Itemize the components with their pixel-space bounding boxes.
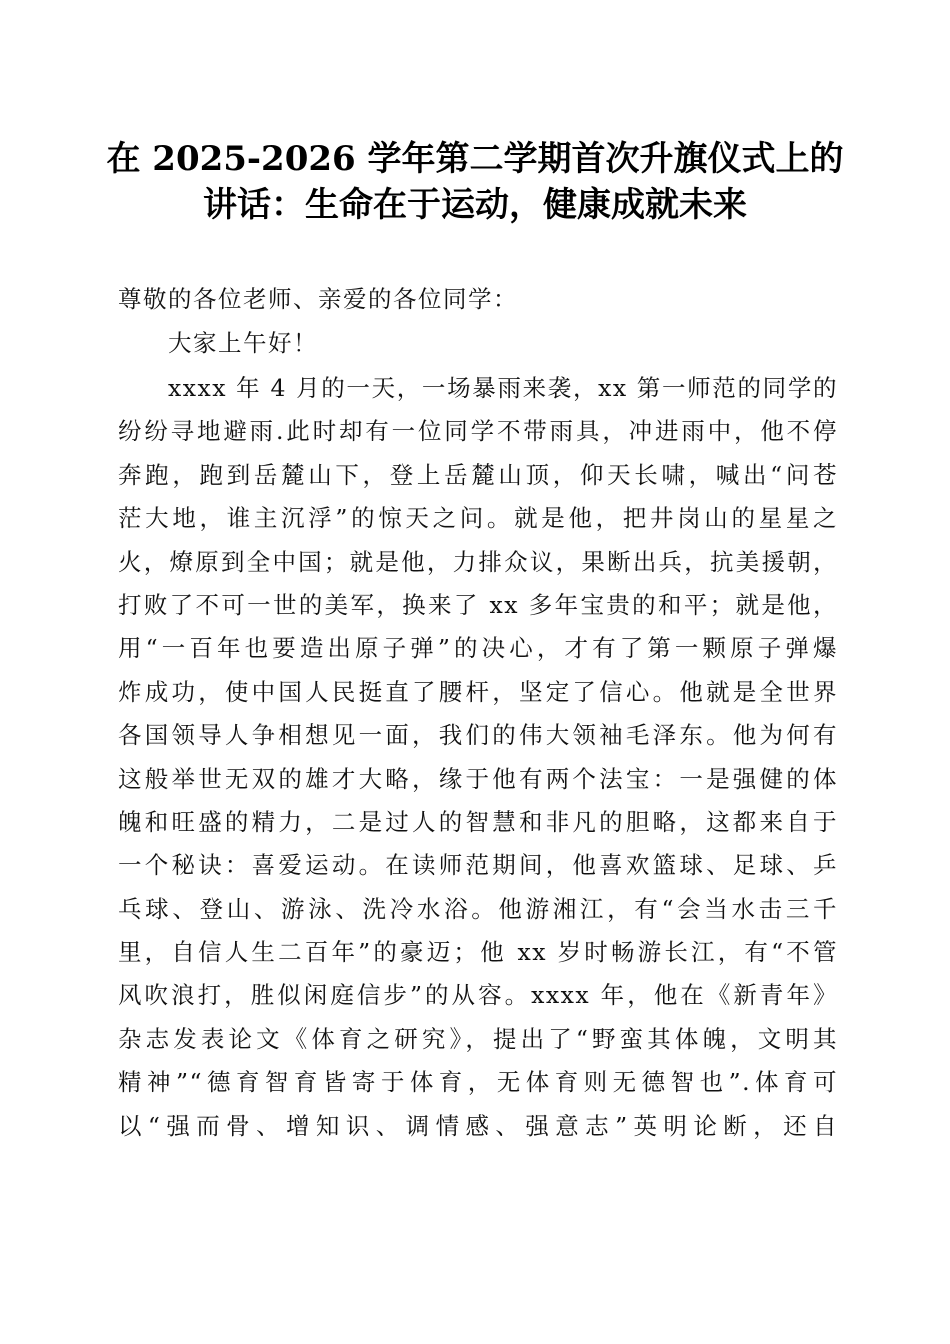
document-title-line-1: 在 2025-2026 学年第二学期首次升旗仪式上的 [106,139,844,179]
paragraph-line: 乓球、登山、游泳、洗冷水浴。他游湘江，有“会当水击三千 [118,894,838,923]
greeting: 大家上午好！ [168,329,318,357]
paragraph-line: 风吹浪打，胜似闲庭信步”的从容。xxxx 年，他在《新青年》 [118,981,838,1010]
paragraph-line: 火，燎原到全中国；就是他，力排众议，果断出兵，抗美援朝， [118,547,838,576]
paragraph-line: 茫大地，谁主沉浮”的惊天之问。就是他，把井岗山的星星之 [118,504,838,533]
paragraph-line: 炸成功，使中国人民挺直了腰杆，坚定了信心。他就是全世界 [118,677,838,706]
paragraph-line: 各国领导人争相想见一面，我们的伟大领袖毛泽东。他为何有 [118,721,838,750]
document-title-line-2: 讲话：生命在于运动，健康成就未来 [203,185,747,225]
paragraph-line: 里，自信人生二百年”的豪迈；他 xx 岁时畅游长江，有“不管 [118,938,838,967]
paragraph-line: 这般举世无双的雄才大略，缘于他有两个法宝：一是强健的体 [118,764,838,793]
paragraph-line: 魄和旺盛的精力，二是过人的智慧和非凡的胆略，这都来自于 [118,807,838,836]
body-paragraph [118,367,838,1148]
paragraph-line: 以“强而骨、增知识、调情感、强意志”英明论断，还自 [118,1111,838,1140]
paragraph-line: 纷纷寻地避雨.此时却有一位同学不带雨具，冲进雨中，他不停 [118,417,838,446]
paragraph-line: xxxx 年 4 月的一天，一场暴雨来袭，xx 第一师范的同学的 [168,374,838,402]
salutation: 尊敬的各位老师、亲爱的各位同学： [118,285,518,313]
paragraph-line: 精神”“德育智育皆寄于体育，无体育则无德智也”.体育可 [118,1068,838,1097]
paragraph-line: 打败了不可一世的美军，换来了 xx 多年宝贵的和平；就是他， [118,590,838,619]
paragraph-line: 用“一百年也要造出原子弹”的决心，才有了第一颗原子弹爆 [118,634,838,663]
paragraph-line: 杂志发表论文《体育之研究》，提出了“野蛮其体魄，文明其 [118,1024,838,1053]
paragraph-line: 一个秘诀：喜爱运动。在读师范期间，他喜欢篮球、足球、乒 [118,851,838,880]
paragraph-line: 奔跑，跑到岳麓山下，登上岳麓山顶，仰天长啸，喊出“问苍 [118,460,838,489]
